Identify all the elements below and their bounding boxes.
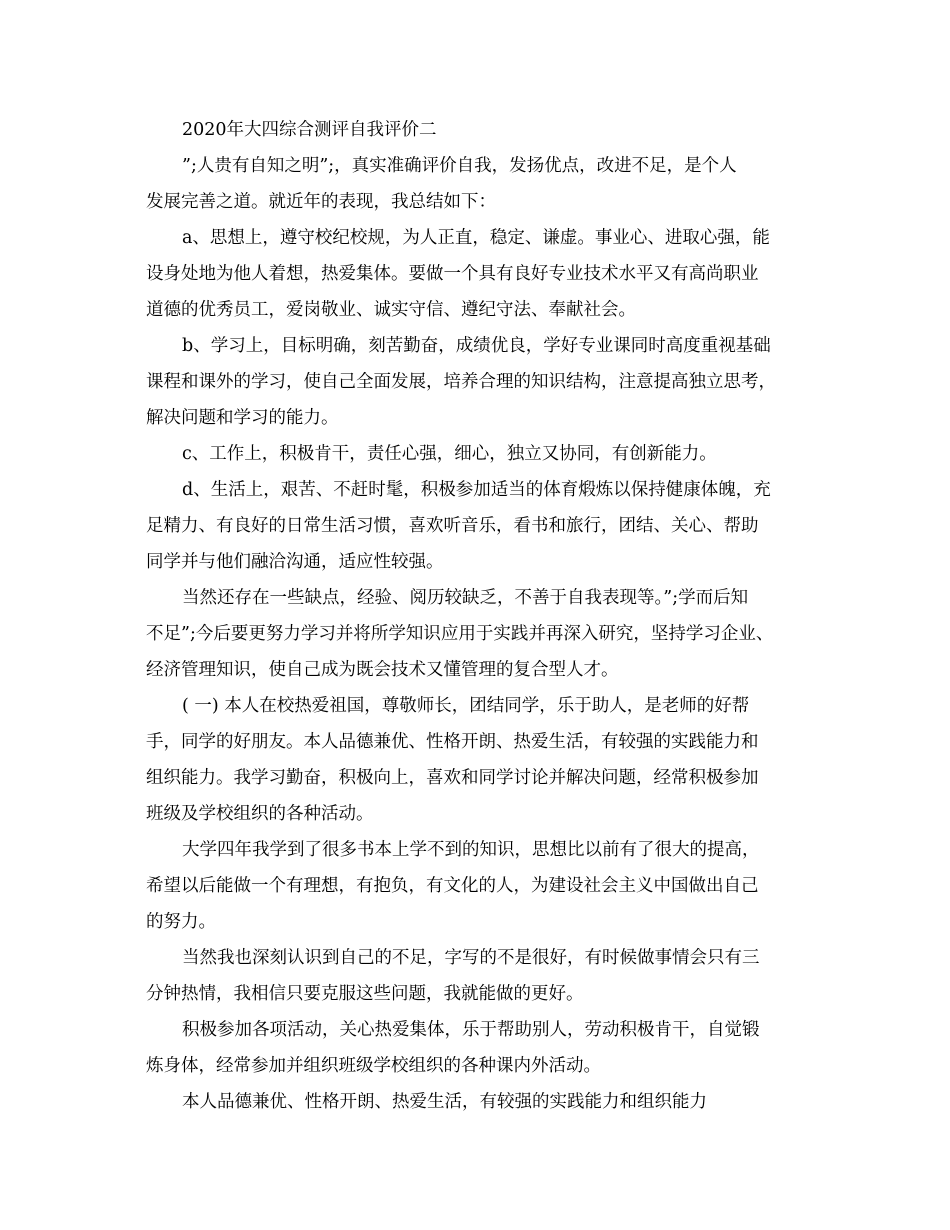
paragraph-list xyxy=(146,148,826,1120)
paragraph-line: 当然还存在一些缺点，经验、阅历较缺乏，不善于自我表现等。”;学而后知 xyxy=(182,588,749,608)
paragraph-line: 组织能力。我学习勤奋，积极向上，喜欢和同学讨论并解决问题，经常积极参加 xyxy=(146,768,759,788)
paragraph xyxy=(146,1084,826,1120)
paragraph-line: 班级及学校组织的各种活动。 xyxy=(146,804,374,824)
document-title: 2020年大四综合测评自我评价二 xyxy=(182,120,437,140)
paragraph-line: c、工作上，积极肯干，责任心强，细心，独立又协同，有创新能力。 xyxy=(182,444,717,464)
paragraph xyxy=(146,220,826,328)
paragraph-line: 本人品德兼优、性格开朗、热爱生活，有较强的实践能力和组织能力 xyxy=(182,1092,707,1112)
paragraph-line: a、思想上，遵守校纪校规，为人正直，稳定、谦虚。事业心、进取心强，能 xyxy=(182,228,770,248)
paragraph xyxy=(146,832,826,940)
paragraph xyxy=(146,580,826,688)
paragraph xyxy=(146,148,826,220)
paragraph-line: 道德的优秀员工，爱岗敬业、诚实守信、遵纪守法、奉献社会。 xyxy=(146,300,636,320)
paragraph xyxy=(146,328,826,436)
paragraph-line: 课程和课外的学习，使自己全面发展，培养合理的知识结构，注意提高独立思考， xyxy=(146,372,776,392)
paragraph-line: 发展完善之道。就近年的表现，我总结如下： xyxy=(146,192,496,212)
paragraph-line: 大学四年我学到了很多书本上学不到的知识，思想比以前有了很大的提高， xyxy=(182,840,760,860)
paragraph-line: 设身处地为他人着想，热爱集体。要做一个具有良好专业技术水平又有高尚职业 xyxy=(146,264,759,284)
paragraph-line: 当然我也深刻认识到自己的不足，字写的不是很好，有时候做事情会只有三 xyxy=(182,948,760,968)
paragraph-line: 积极参加各项活动，关心热爱集体，乐于帮助别人，劳动积极肯干，自觉锻 xyxy=(182,1020,760,1040)
paragraph-line: 希望以后能做一个有理想，有抱负，有文化的人，为建设社会主义中国做出自己 xyxy=(146,876,759,896)
paragraph-line: 分钟热情，我相信只要克服这些问题，我就能做的更好。 xyxy=(146,984,584,1004)
paragraph-line: 解决问题和学习的能力。 xyxy=(146,408,339,428)
paragraph-line: ( 一) 本人在校热爱祖国，尊敬师长，团结同学，乐于助人，是老师的好帮 xyxy=(182,696,750,716)
document-body xyxy=(146,112,826,1120)
paragraph xyxy=(146,688,826,832)
paragraph-line: d、生活上，艰苦、不赶时髦，积极参加适当的体育煅炼以保持健康体魄，充 xyxy=(182,480,771,500)
paragraph-line: 手，同学的好朋友。本人品德兼优、性格开朗、热爱生活，有较强的实践能力和 xyxy=(146,732,759,752)
paragraph-line: 的努力。 xyxy=(146,912,216,932)
paragraph xyxy=(146,472,826,580)
paragraph xyxy=(146,436,826,472)
paragraph-line: 经济管理知识，使自己成为既会技术又懂管理的复合型人才。 xyxy=(146,660,619,680)
paragraph-line: 同学并与他们融洽沟通，适应性较强。 xyxy=(146,552,444,572)
paragraph-line: 不足”;今后要更努力学习并将所学知识应用于实践并再深入研究，坚持学习企业、 xyxy=(146,624,774,644)
paragraph xyxy=(146,1012,826,1084)
paragraph-line: b、学习上，目标明确，刻苦勤奋，成绩优良，学好专业课同时高度重视基础 xyxy=(182,336,771,356)
paragraph-line: ”;人贵有自知之明”;，真实准确评价自我，发扬优点，改进不足，是个人 xyxy=(182,156,737,176)
paragraph-line: 足精力、有良好的日常生活习惯，喜欢听音乐，看书和旅行，团结、关心、帮助 xyxy=(146,516,759,536)
paragraph-line: 炼身体，经常参加并组织班级学校组织的各种课内外活动。 xyxy=(146,1056,601,1076)
paragraph xyxy=(146,940,826,1012)
